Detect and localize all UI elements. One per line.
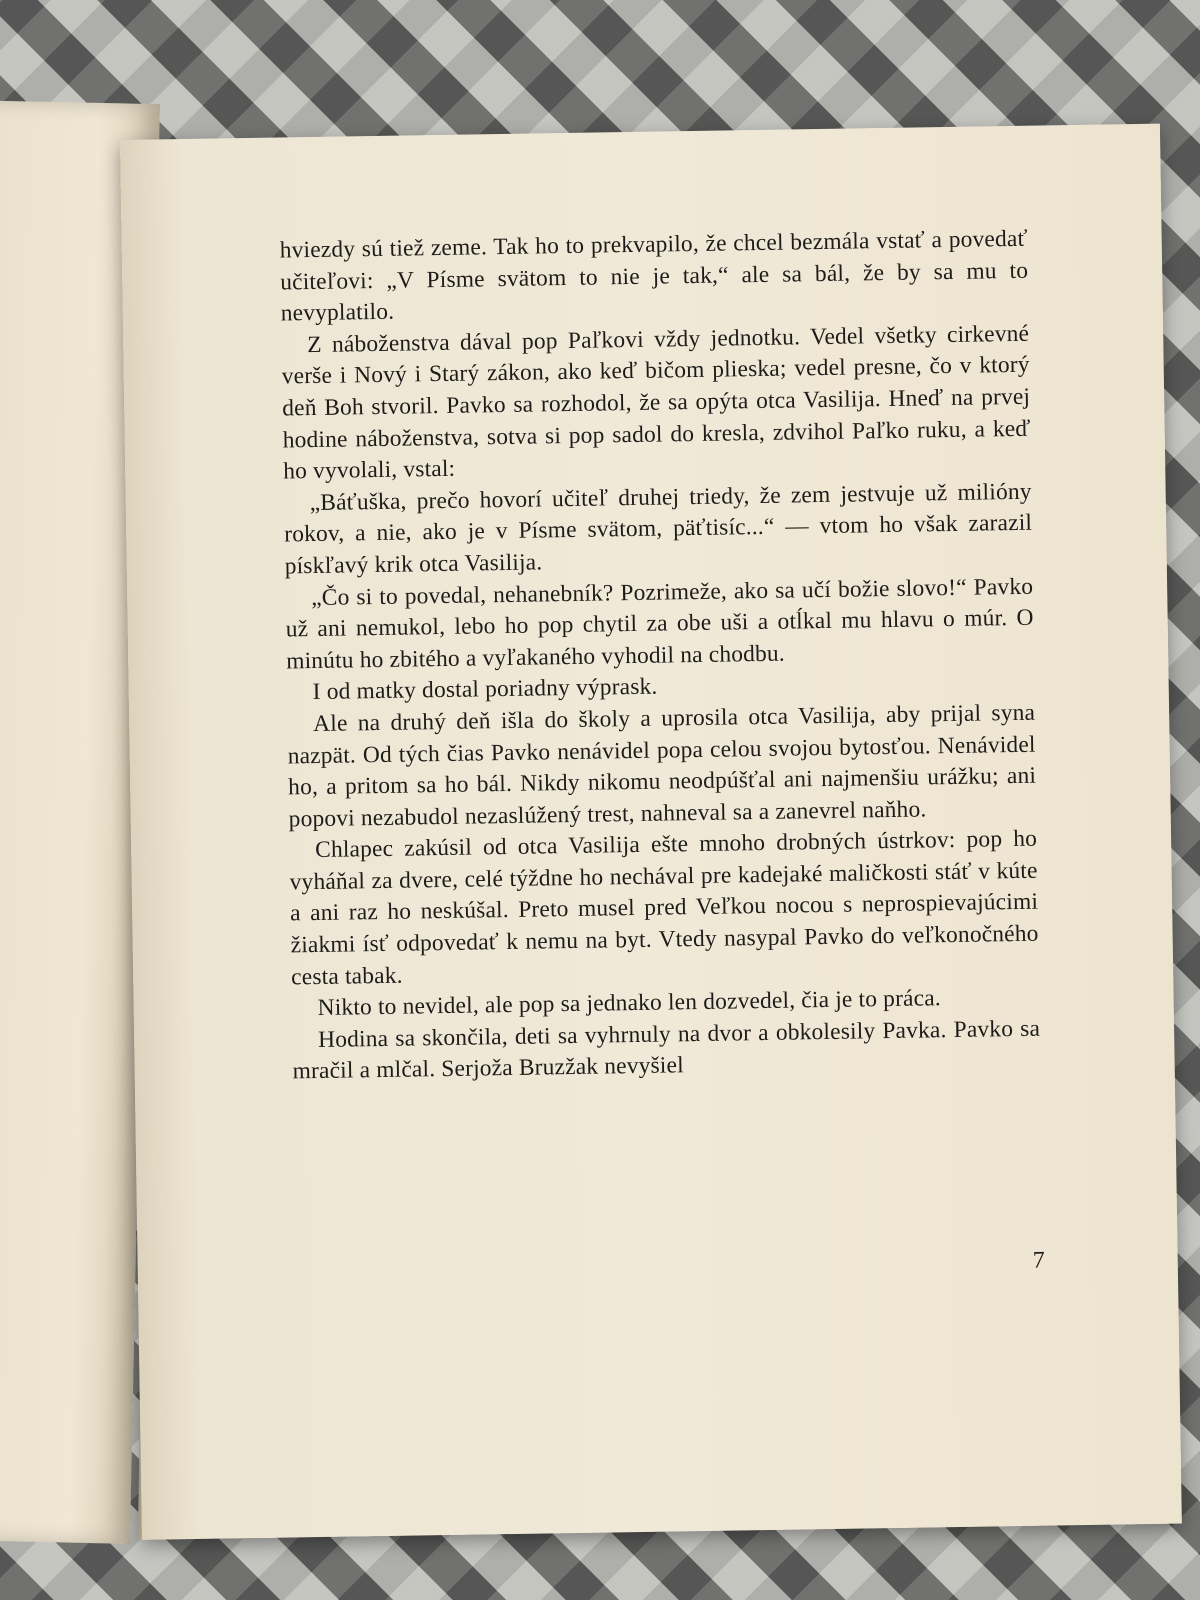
right-page — [120, 124, 1182, 1540]
left-page-fragment — [0, 295, 46, 322]
paragraph: Z náboženstva dával pop Paľkovi vždy jednotku. Vedel všetky cirkevné verše i Nový i Starý zákon, ako keď bičom plieska; vedel presne, čo v ktorý deň Boh stvoril. Pavko sa rozhodol, že sa opýta otca Vasilija. Hneď na prvej hodine náboženstva, sotva si pop sadol do kresla, zdvihol Paľko ruku, a keď ho vyvolali, vstal: — [281, 320, 1031, 485]
left-page-fragment — [0, 788, 36, 815]
left-page-fragment — [0, 562, 40, 589]
left-page-fragment — [0, 878, 34, 905]
paragraph: I od matky dostal poriadny výprask. — [312, 673, 658, 706]
left-page-fragment — [0, 688, 38, 715]
left-page-fragment — [0, 208, 48, 235]
left-page-fragment — [0, 625, 39, 652]
left-page-fragment — [0, 355, 45, 382]
page-number: 7 — [1032, 1247, 1045, 1274]
paragraph: Chlapec zakúsil od otca Vasilija ešte mnoho drobných ústrkov: pop ho vyháňal za dvere, celé týždne ho nechával pre kadejaké maličkosti stáť v kúte a ani raz ho neskúšal. Preto musel pred Veľkou nocou s neprospievajúcimi žiakmi ísť odpovedať k nemu na byt. Vtedy nasypal Pavko do veľkonočného cesta tabak. — [289, 825, 1039, 991]
left-page-fragment — [0, 532, 41, 559]
left-page-fragment — [0, 818, 35, 845]
left-page-fragment — [0, 385, 44, 412]
left-page-fragment — [0, 472, 42, 499]
left-page-fragment — [0, 415, 43, 442]
paragraph: hviezdy sú tiež zeme. Tak ho to prekvapilo, že chcel bezmála vstať a povedať učiteľovi: „V Písme svätom to nie je tak,“ ale sa bál, že by sa mu to nevyplatilo. — [279, 225, 1029, 327]
paragraph: „Čo si to povedal, nehanebník? Pozrimeže, ako sa učí božie slovo!“ Pavko už ani nemukol, lebo ho pop chytil za obe uši a otĺkal mu hlavu o múr. O minútu ho zbitého a vyľakaného vyhodil na chodbu. — [285, 573, 1034, 675]
paragraph: Nikto to nevidel, ale pop sa jednako len dozvedel, čia je to práca. — [317, 985, 942, 1022]
paragraph: Hodina sa skončila, deti sa vyhrnuly na dvor a obkolesily Pavka. Pavko sa mračil a mlčal. Serjoža Bruzžak nevyšiel — [292, 1015, 1041, 1085]
paragraph: „Báťuška, prečo hovorí učiteľ druhej triedy, že zem jestvuje už milióny rokov, a nie, ako je v Písme svätom, päťtisíc...“ — vtom ho však zarazil pískľavý krik otca Vasilija. — [284, 478, 1033, 580]
left-page-fragment — [0, 848, 34, 875]
left-page-fragment — [0, 502, 42, 529]
paragraph: Ale na druhý deň išla do školy a uprosila otca Vasilija, aby prijal syna nazpät. Od tých čias Pavko nenávidel popa celou svojou bytosťou. Nenávidel ho, a pritom sa ho bál. Nikdy nikomu neodpúšťal ani najmenšiu urážku; ani popovi nezabudol nezaslúžený trest, nahneval sa a zanevrel naňho. — [287, 699, 1037, 833]
left-page-fragment — [0, 325, 45, 352]
page-text — [280, 224, 1041, 1089]
left-page-fragment — [0, 656, 38, 683]
